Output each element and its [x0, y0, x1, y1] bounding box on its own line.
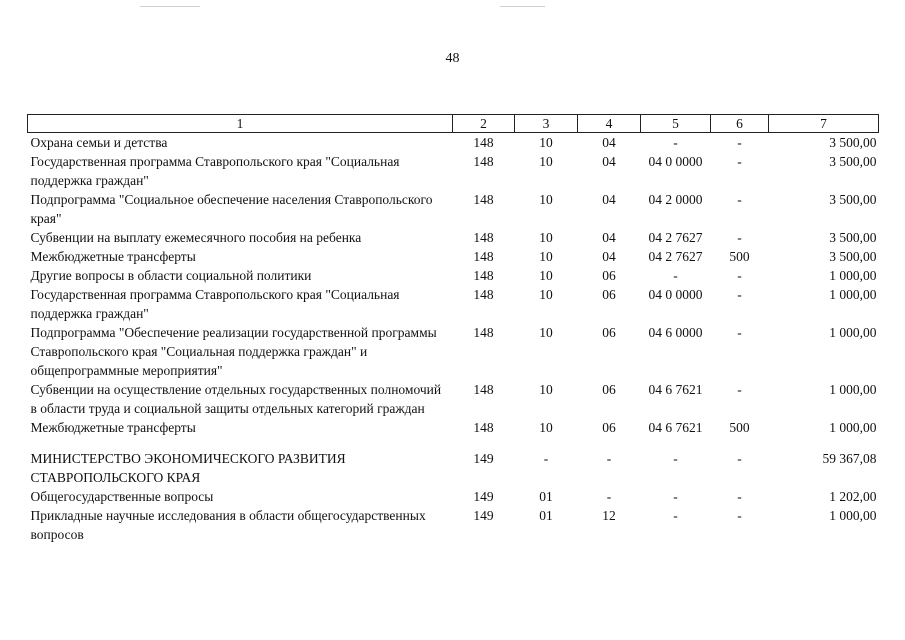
code-ministry: 149	[473, 508, 494, 523]
code-expense-type: 500	[729, 249, 750, 264]
spacer-cell	[28, 437, 879, 449]
row-name: Охрана семьи и детства	[30, 135, 168, 150]
scan-artifact-line	[500, 6, 545, 7]
row-name: Подпрограмма "Социальное обеспечение населения Ставропольского края"	[30, 192, 433, 226]
code-section: 01	[539, 508, 553, 523]
table-row	[28, 133, 879, 153]
code-ministry: 148	[473, 268, 494, 283]
code-target: -	[673, 135, 678, 150]
table-row	[28, 487, 879, 506]
code-ministry: 149	[473, 489, 494, 504]
column-header: 7	[769, 115, 879, 133]
code-ministry: 148	[473, 249, 494, 264]
code-target: 04 6 7621	[648, 382, 703, 397]
code-expense-type: -	[737, 508, 742, 523]
code-section: -	[543, 451, 549, 466]
page-number: 48	[445, 51, 460, 66]
code-expense-type: -	[737, 192, 742, 207]
table-row	[28, 190, 879, 228]
row-name: Субвенции на осуществление отдельных государственных полномочий в области труда и социальной защиты отдельных категорий граждан	[30, 382, 442, 416]
budget-table-container	[27, 114, 878, 544]
table-row	[28, 247, 879, 266]
amount: 3 500,00	[829, 230, 877, 245]
code-target: 04 0 0000	[648, 154, 703, 169]
code-subsection: -	[606, 451, 612, 466]
code-ministry: 148	[473, 135, 494, 150]
code-section: 10	[539, 249, 553, 264]
code-section: 01	[539, 489, 553, 504]
code-target: 04 2 0000	[648, 192, 703, 207]
code-target: 04 6 0000	[648, 325, 703, 340]
code-ministry: 148	[473, 325, 494, 340]
row-name: Прикладные научные исследования в области общегосударственных вопросов	[30, 508, 426, 542]
code-subsection: 04	[602, 249, 616, 264]
row-name: Государственная программа Ставропольского края "Социальная поддержка граждан"	[30, 287, 400, 321]
table-row	[28, 285, 879, 323]
amount: 59 367,08	[822, 451, 877, 466]
code-subsection: 06	[602, 325, 616, 340]
code-target: -	[673, 268, 678, 283]
table-row	[28, 380, 879, 418]
code-section: 10	[539, 230, 553, 245]
row-name: Государственная программа Ставропольского края "Социальная поддержка граждан"	[30, 154, 400, 188]
code-expense-type: -	[737, 268, 742, 283]
code-section: 10	[539, 287, 553, 302]
row-name: Другие вопросы в области социальной политики	[30, 268, 312, 283]
amount: 1 000,00	[829, 325, 877, 340]
code-subsection: -	[606, 489, 612, 504]
code-subsection: 06	[602, 268, 616, 283]
column-header: 4	[578, 115, 641, 133]
code-expense-type: 500	[729, 420, 750, 435]
column-header: 3	[515, 115, 578, 133]
code-section: 10	[539, 135, 553, 150]
code-section: 10	[539, 420, 553, 435]
amount: 3 500,00	[829, 135, 877, 150]
table-header	[28, 115, 879, 133]
code-section: 10	[539, 325, 553, 340]
column-header: 2	[453, 115, 515, 133]
code-section: 10	[539, 154, 553, 169]
code-subsection: 04	[602, 154, 616, 169]
amount: 1 000,00	[829, 287, 877, 302]
column-header: 1	[28, 115, 453, 133]
code-section: 10	[539, 192, 553, 207]
code-expense-type: -	[737, 489, 742, 504]
code-subsection: 06	[602, 287, 616, 302]
table-body	[28, 133, 879, 545]
header-row	[28, 115, 879, 133]
code-target: -	[673, 489, 678, 504]
code-target: -	[673, 508, 678, 523]
code-expense-type: -	[737, 287, 742, 302]
code-ministry: 148	[473, 230, 494, 245]
code-target: 04 2 7627	[648, 249, 703, 264]
code-section: 10	[539, 268, 553, 283]
table-row	[28, 152, 879, 190]
row-spacer	[28, 437, 879, 449]
table-row	[28, 323, 879, 380]
code-ministry: 148	[473, 420, 494, 435]
code-section: 10	[539, 382, 553, 397]
table-row	[28, 418, 879, 437]
code-expense-type: -	[737, 325, 742, 340]
amount: 3 500,00	[829, 249, 877, 264]
code-ministry: 148	[473, 192, 494, 207]
row-name: Подпрограмма "Обеспечение реализации государственной программы Ставропольского края "Социальная поддержка граждан" и общепрограммные мероприятия"	[30, 325, 437, 378]
code-ministry: 149	[473, 451, 494, 466]
amount: 1 000,00	[829, 508, 877, 523]
code-target: 04 6 7621	[648, 420, 703, 435]
code-target: 04 2 7627	[648, 230, 703, 245]
code-subsection: 04	[602, 192, 616, 207]
code-subsection: 04	[602, 135, 616, 150]
column-header: 6	[711, 115, 769, 133]
table-row	[28, 266, 879, 285]
code-expense-type: -	[737, 135, 742, 150]
row-name: Межбюджетные трансферты	[30, 420, 196, 435]
amount: 1 000,00	[829, 382, 877, 397]
code-subsection: 12	[602, 508, 616, 523]
code-target: 04 0 0000	[648, 287, 703, 302]
scan-artifact-line	[140, 6, 200, 7]
column-header: 5	[641, 115, 711, 133]
row-name: Общегосударственные вопросы	[30, 489, 214, 504]
amount: 3 500,00	[829, 192, 877, 207]
amount: 3 500,00	[829, 154, 877, 169]
code-expense-type: -	[737, 154, 742, 169]
code-ministry: 148	[473, 154, 494, 169]
row-name: Субвенции на выплату ежемесячного пособия на ребенка	[30, 230, 362, 245]
row-name: Межбюджетные трансферты	[30, 249, 196, 264]
row-name: МИНИСТЕРСТВО ЭКОНОМИЧЕСКОГО РАЗВИТИЯ СТАВРОПОЛЬСКОГО КРАЯ	[30, 451, 346, 485]
code-ministry: 148	[473, 382, 494, 397]
code-subsection: 06	[602, 382, 616, 397]
code-ministry: 148	[473, 287, 494, 302]
code-subsection: 04	[602, 230, 616, 245]
table-row	[28, 449, 879, 487]
code-expense-type: -	[737, 451, 742, 466]
amount: 1 202,00	[829, 489, 877, 504]
amount: 1 000,00	[829, 268, 877, 283]
table-row	[28, 506, 879, 544]
amount: 1 000,00	[829, 420, 877, 435]
budget-table	[27, 114, 879, 544]
code-expense-type: -	[737, 230, 742, 245]
table-row	[28, 228, 879, 247]
code-expense-type: -	[737, 382, 742, 397]
code-subsection: 06	[602, 420, 616, 435]
code-target: -	[673, 451, 678, 466]
